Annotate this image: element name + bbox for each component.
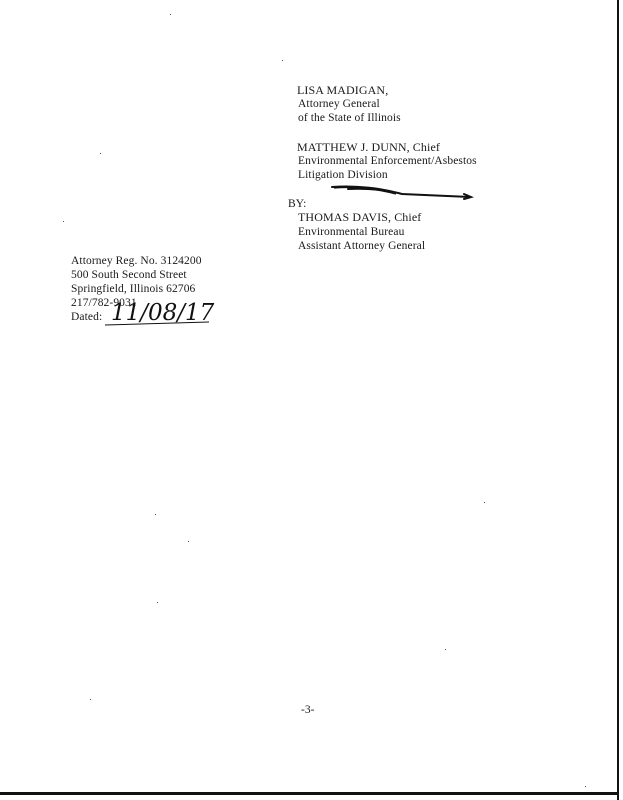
- signer-bureau: Environmental Bureau: [298, 226, 405, 238]
- scan-speck: [155, 514, 156, 515]
- page-number: -3-: [301, 704, 315, 716]
- attorney-phone: 217/782-9031: [71, 297, 137, 309]
- ag-name: LISA MADIGAN,: [297, 83, 389, 97]
- scan-speck: [585, 786, 586, 787]
- scan-edge-right: [617, 0, 619, 800]
- chief-name: MATTHEW J. DUNN, Chief: [297, 140, 440, 154]
- scan-speck: [282, 60, 283, 61]
- scan-speck: [157, 602, 158, 603]
- scan-speck: [170, 14, 171, 15]
- scan-edge-bottom: [0, 792, 619, 795]
- scan-speck: [63, 221, 64, 222]
- scan-speck: [484, 502, 485, 503]
- scan-speck: [100, 153, 101, 154]
- dated-value: 11/08/17: [111, 300, 215, 326]
- attorney-reg-no: Attorney Reg. No. 3124200: [71, 255, 202, 267]
- handwritten-date: [105, 300, 215, 328]
- ag-state: of the State of Illinois: [298, 112, 401, 124]
- scan-speck: [445, 649, 446, 650]
- dated-label: Dated:: [71, 311, 103, 323]
- signer-name: THOMAS DAVIS, Chief: [298, 210, 422, 224]
- attorney-city: Springfield, Illinois 62706: [71, 283, 196, 295]
- by-label: BY:: [288, 198, 307, 210]
- chief-division-line-1: Environmental Enforcement/Asbestos: [298, 155, 477, 167]
- scan-speck: [188, 541, 189, 542]
- scan-speck: [90, 699, 91, 700]
- ag-title: Attorney General: [298, 98, 380, 110]
- signer-title: Assistant Attorney General: [298, 240, 426, 252]
- signature-scrawl: [328, 183, 476, 203]
- chief-division-line-2: Litigation Division: [298, 169, 388, 181]
- attorney-street: 500 South Second Street: [71, 269, 187, 281]
